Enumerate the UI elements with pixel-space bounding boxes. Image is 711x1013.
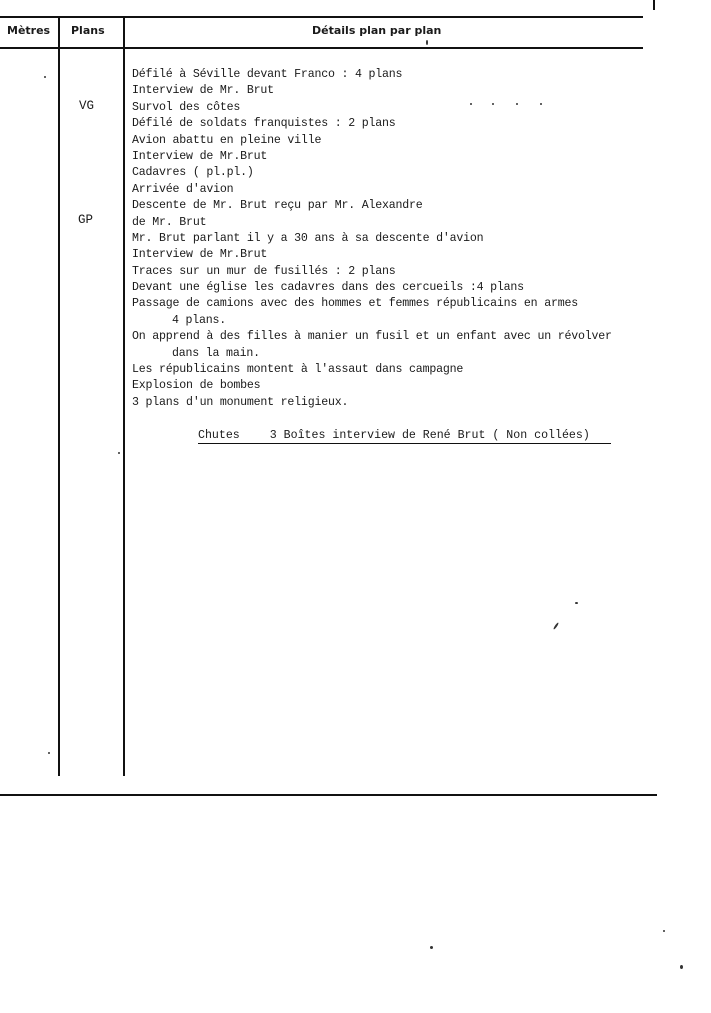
detail-line: 4 plans. xyxy=(172,313,227,327)
detail-line: Devant une église les cadavres dans des cercueils :4 plans xyxy=(132,281,524,295)
detail-line: 3 plans d'un monument religieux. xyxy=(132,395,349,409)
detail-line: Défilé à Séville devant Franco : 4 plans xyxy=(132,68,403,81)
scan-speck xyxy=(430,946,433,949)
column-divider-1 xyxy=(58,18,60,776)
scan-speck xyxy=(44,76,46,78)
scan-speck xyxy=(470,103,472,105)
bottom-rule xyxy=(0,794,657,796)
scan-speck xyxy=(663,930,665,932)
detail-line: Descente de Mr. Brut reçu par Mr. Alexandre xyxy=(132,199,423,213)
header-metres: Mètres xyxy=(7,24,51,37)
chutes-label: Chutes xyxy=(198,429,240,442)
detail-line: Interview de Mr. Brut xyxy=(132,84,274,98)
right-edge-mark xyxy=(653,0,655,10)
plan-label-gp: GP xyxy=(78,213,94,227)
scan-speck xyxy=(426,40,428,45)
header-rule xyxy=(0,47,643,49)
detail-line: Avion abattu en pleine ville xyxy=(132,133,322,147)
detail-line: Cadavres ( pl.pl.) xyxy=(132,166,254,180)
detail-line: Les républicains montent à l'assaut dans campagne xyxy=(132,363,464,377)
detail-line: Interview de Mr.Brut xyxy=(132,149,268,163)
scan-speck xyxy=(48,752,50,754)
header-details: Détails plan par plan xyxy=(312,24,442,37)
top-rule xyxy=(0,16,643,18)
detail-line: de Mr. Brut xyxy=(132,215,207,229)
chutes-line xyxy=(198,429,611,444)
chutes-text: 3 Boîtes interview de René Brut ( Non collées) xyxy=(269,429,590,442)
scan-speck xyxy=(553,622,559,630)
scan-speck xyxy=(492,103,494,105)
detail-line: On apprend à des filles à manier un fusil et un enfant avec un révolver xyxy=(132,330,612,344)
details-list xyxy=(132,67,652,411)
column-divider-2 xyxy=(123,18,125,776)
detail-line: Explosion de bombes xyxy=(132,379,261,393)
detail-line: Passage de camions avec des hommes et femmes républicains en armes xyxy=(132,297,578,311)
detail-line: Défilé de soldats franquistes : 2 plans xyxy=(132,117,396,131)
detail-line: dans la main. xyxy=(172,346,260,360)
scan-speck xyxy=(540,103,542,105)
detail-line: Survol des côtes xyxy=(132,100,241,114)
plan-label-vg: VG xyxy=(79,99,95,113)
header-plans: Plans xyxy=(71,24,105,37)
detail-line: Mr. Brut parlant il y a 30 ans à sa descente d'avion xyxy=(132,231,484,245)
detail-line: Traces sur un mur de fusillés : 2 plans xyxy=(132,264,396,278)
scan-speck xyxy=(118,452,120,454)
detail-line: Interview de Mr.Brut xyxy=(132,248,268,262)
scan-speck xyxy=(680,965,683,969)
detail-line: Arrivée d'avion xyxy=(132,182,234,196)
scan-speck xyxy=(575,602,578,604)
scan-speck xyxy=(516,103,518,105)
